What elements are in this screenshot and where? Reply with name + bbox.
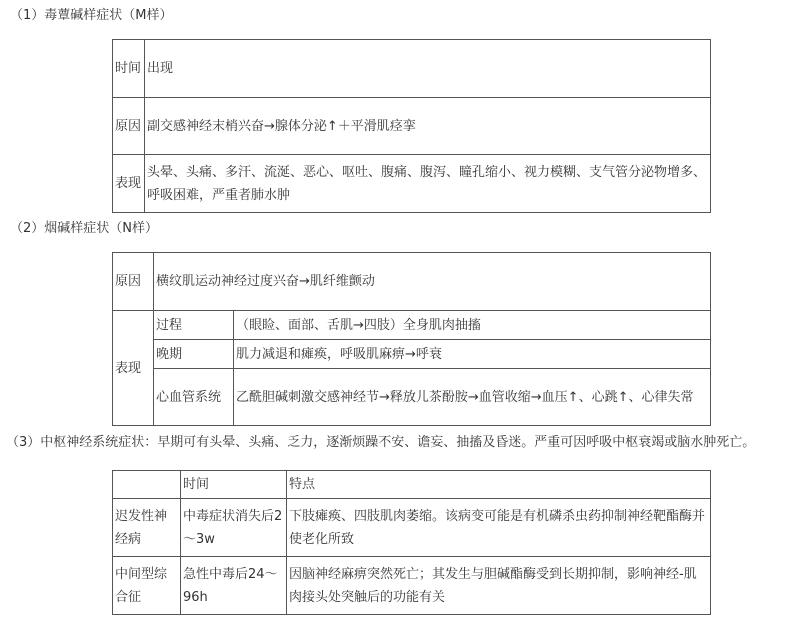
- sub-row-content: 乙酰胆碱刺激交感神经节→释放儿茶酚胺→血管收缩→血压↑、心跳↑、心律失常: [234, 369, 711, 426]
- sub-row-label: 心血管系统: [154, 369, 234, 426]
- row-label: 原因: [113, 98, 145, 155]
- table-row: [113, 98, 711, 155]
- sub-row-content: 肌力减退和瘫痪，呼吸肌麻痹→呼衰: [234, 340, 711, 369]
- row-label: 表现: [113, 155, 145, 213]
- row-label: 表现: [113, 311, 154, 426]
- row-name: 迟发性神经病: [113, 499, 181, 557]
- section2-heading: （2）烟碱样症状（N样）: [10, 221, 158, 236]
- m-symptoms-table: [112, 39, 711, 213]
- row-name: 中间型综合征: [113, 557, 181, 615]
- header-cell: 时间: [181, 471, 287, 499]
- table-row: [113, 253, 711, 311]
- row-feature: 下肢瘫痪、四肢肌肉萎缩。该病变可能是有机磷杀虫药抑制神经靶酯酶并使老化所致: [287, 499, 711, 557]
- sub-row-content: （眼睑、面部、舌肌→四肢）全身肌肉抽搐: [234, 311, 711, 340]
- row-content: 副交感神经末梢兴奋→腺体分泌↑＋平滑肌痉挛: [145, 98, 711, 155]
- n-symptoms-table: [112, 252, 711, 426]
- section1-heading: （1）毒蕈碱样症状（M样）: [10, 8, 173, 23]
- row-feature: 因脑神经麻痹突然死亡；其发生与胆碱酯酶受到长期抑制，影响神经-肌肉接头处突触后的功能有关: [287, 557, 711, 615]
- table-row: [113, 340, 711, 369]
- sub-row-label: 晚期: [154, 340, 234, 369]
- header-cell: [113, 471, 181, 499]
- row-content: 头晕、头痛、多汗、流涎、恶心、呕吐、腹痛、腹泻、瞳孔缩小、视力模糊、支气管分泌物增多、呼吸困难，严重者肺水肿: [145, 155, 711, 213]
- table-row: [113, 499, 711, 557]
- sub-row-label: 过程: [154, 311, 234, 340]
- row-time: 中毒症状消失后2～3w: [181, 499, 287, 557]
- row-label: 原因: [113, 253, 154, 311]
- row-time: 急性中毒后24～96h: [181, 557, 287, 615]
- row-content: 横纹肌运动神经过度兴奋→肌纤维颤动: [154, 253, 711, 311]
- table-row: [113, 557, 711, 615]
- table-header-row: [113, 471, 711, 499]
- section3-heading: （3）中枢神经系统症状：早期可有头晕、头痛、乏力，逐渐烦躁不安、谵妄、抽搐及昏迷。严重可因呼吸中枢衰竭或脑水肿死亡。: [6, 435, 756, 450]
- row-content: 出现: [145, 40, 711, 98]
- header-cell: 特点: [287, 471, 711, 499]
- table-row: [113, 155, 711, 213]
- table-row: [113, 40, 711, 98]
- table-row: [113, 369, 711, 426]
- cns-symptoms-table: [112, 470, 711, 615]
- row-label: 时间: [113, 40, 145, 98]
- table-row: [113, 311, 711, 340]
